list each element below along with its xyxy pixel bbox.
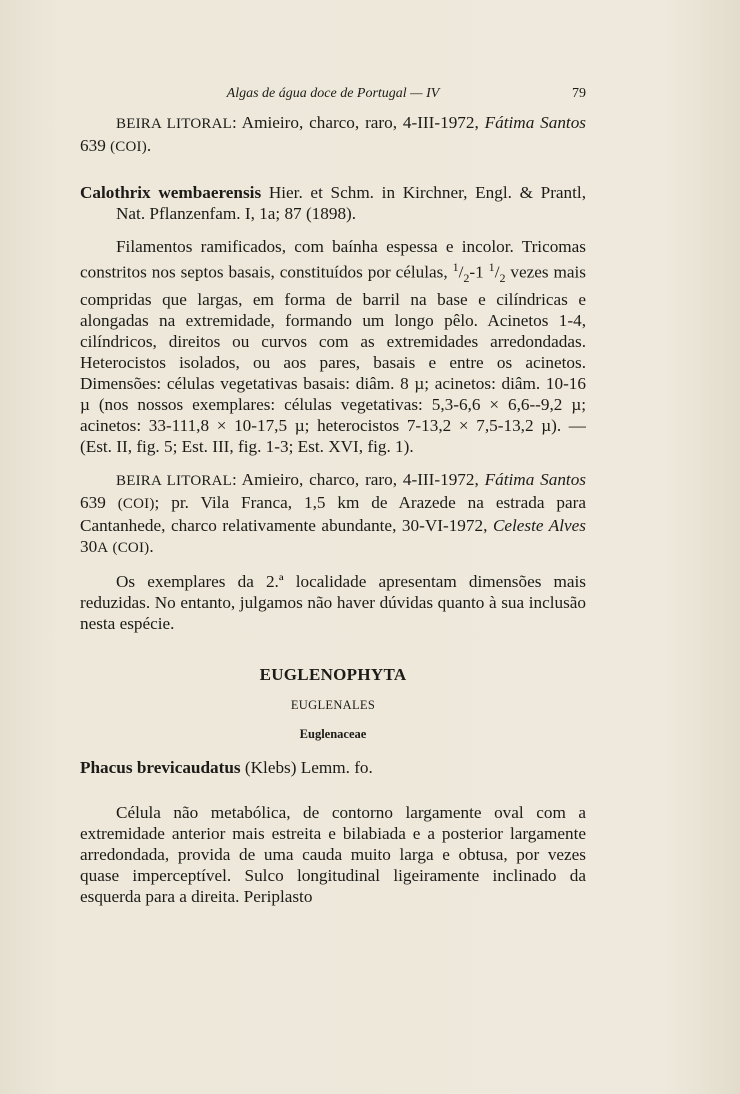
fraction-numerator: 1	[488, 260, 495, 274]
description-range: -1	[469, 262, 484, 282]
species-heading-calothrix	[80, 182, 586, 224]
locality-paragraph-1	[80, 112, 586, 158]
punctuation: .	[146, 136, 152, 155]
taxon-authority: (Klebs) Lemm. fo.	[240, 758, 373, 778]
collector-name: Fátima Santos	[484, 470, 586, 490]
family-heading: Euglenaceae	[299, 727, 367, 742]
description-text-2: vezes mais compridas que largas, em forma de barril na base e cilíndricas e alongadas na extremidade, formando um longo pêlo. Acinetos 1-4, cilíndricos, direitos ou curvos com as extremidades arredondadas. Heterocistos isolados, ou aos pares, basais e entre os acinetos. Dimensões: células vegetativas basais: diâm. 8 µ; acinetos: diâm. 10-16 µ (nos nossos exemplares: células vegetativas: 5,3-6,6 × 6,6--9,2 µ; acinetos: 33-111,8 × 10-17,5 µ; heterocistos 7-13,2 × 7,5-13,2 µ). — (Est. II, fig. 5; Est. III, fig. 1-3; Est. XVI, fig. 1).	[80, 262, 586, 457]
order-heading: EUGLENALES	[290, 698, 376, 713]
specimen-number: 30	[80, 537, 98, 557]
phacus-description: Célula não metabólica, de contorno largamente oval com a extremidade anterior mais estreita e bilabiada e a posterior largamente arredondada, provida de uma cauda muito larga e obtusa, por vezes quase imperceptível. Sulco longitudinal ligeiramente inclinado da esquerda para a direita. Periplasto	[80, 803, 586, 907]
locality-paragraph-2	[80, 469, 586, 559]
page-header	[80, 86, 586, 110]
running-title: Algas de água doce de Portugal — IV	[226, 86, 440, 101]
region-label: BEIRA LITORAL	[116, 473, 232, 490]
specimen-number: 639	[80, 136, 111, 155]
description-text-1: Filamentos ramificados, com baínha espessa e incolor. Tricomas constritos nos septos basais, constituídos por células,	[80, 237, 586, 282]
herbarium-code: (COI)	[117, 496, 155, 513]
punctuation: .	[149, 537, 154, 557]
page-number: 79	[572, 86, 586, 101]
locality-text: : Amieiro, charco, raro, 4-III-1972,	[231, 113, 485, 132]
species-heading-phacus	[80, 757, 586, 778]
taxon-citation: Hier. et Schm. in Kirchner, Engl. & Prantl, Nat. Pflanzenfam. I, 1a; 87 (1898).	[116, 183, 587, 223]
fraction-denominator: 2	[463, 271, 470, 286]
remark-paragraph: Os exemplares da 2.ª localidade apresentam dimensões mais reduzidas. No entanto, julgamos não haver dúvidas quanto à sua inclusão nesta espécie.	[80, 572, 586, 634]
region-label: BEIRA LITORAL	[116, 116, 232, 132]
collector-name: Celeste Alves	[492, 516, 586, 536]
specimen-letter: A	[97, 540, 109, 557]
phylum-heading: EUGLENOPHYTA	[259, 665, 407, 685]
collector-name: Fátima Santos	[484, 113, 586, 132]
locality-text: ; pr. Vila Franca, 1,5 km de Arazede na estrada para Cantanhede, charco relativamente abundante, 30-VI-1972,	[80, 493, 586, 536]
taxon-name: Calothrix wembaerensis	[80, 183, 262, 202]
taxon-name: Phacus brevicaudatus	[80, 758, 241, 778]
herbarium-code: (COI)	[112, 540, 150, 557]
fraction-denominator: 2	[499, 271, 506, 286]
description-paragraph: Filamentos ramificados, com baínha espessa e incolor. Tricomas constritos nos septos basais, constituídos por células, $^1/_2-1$ $^1/_2$ vezes mais compridas que largas, em forma de barril na base e cilíndricas e alongadas na extremidade, formando um longo pêlo. Acinetos 1-4, cilíndricos, direitos ou curvos com as extremidades arredondadas. Heterocistos isolados, ou aos pares, basais e entre os acinetos. Dimensões: células vegetativas basais: diâm. 8 µ; acinetos: diâm. 10-16 µ (nos nossos exemplares: células vegetativas: 5,3-6,6 × 6,6--9,2 µ; acinetos: 33-111,8 × 10-17,5 µ; heterocistos 7-13,2 × 7,5-13,2 µ). — (Est. II, fig. 5; Est. III, fig. 1-3; Est. XVI, fig. 1).	[80, 237, 586, 457]
specimen-number: 639	[80, 493, 118, 513]
fraction-numerator: 1	[452, 260, 459, 274]
body-text	[80, 112, 586, 907]
herbarium-code: (COI)	[110, 139, 147, 155]
locality-text: : Amieiro, charco, raro, 4-III-1972,	[231, 470, 485, 490]
